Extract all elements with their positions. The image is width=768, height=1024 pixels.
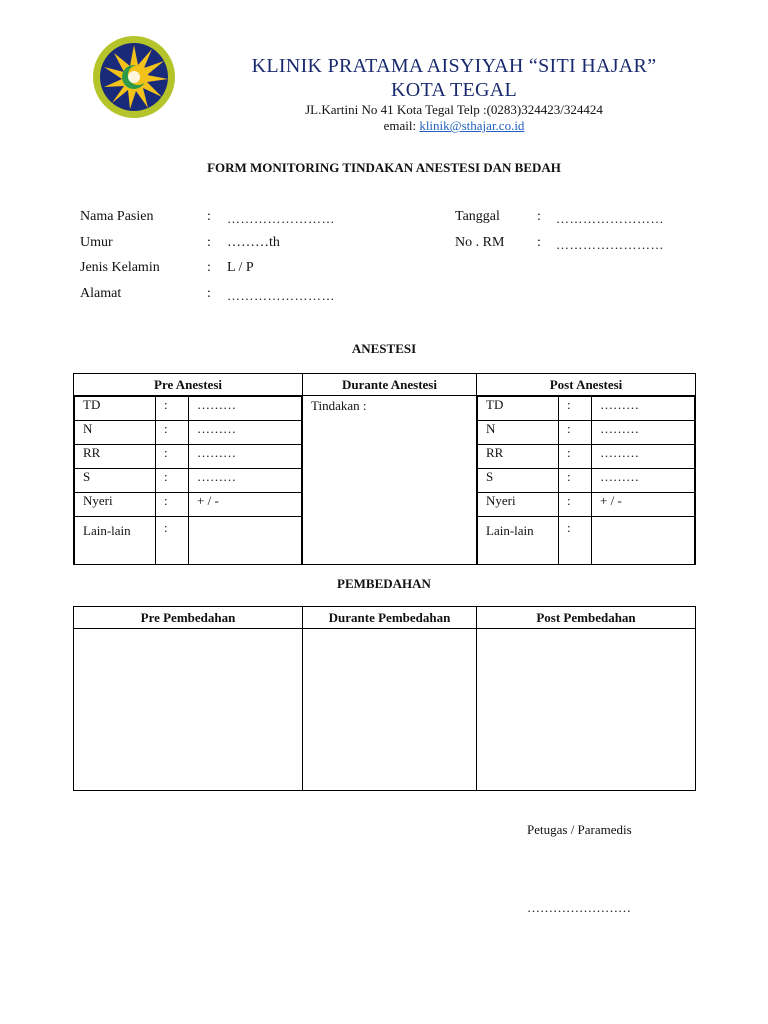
vital-value: ……… <box>189 445 302 469</box>
colon: : <box>207 235 211 250</box>
clinic-address: JL.Kartini No 41 Kota Tegal Telp :(0283)324423/324424 <box>305 102 603 117</box>
colon: : <box>207 286 211 301</box>
signature-line: …………………… <box>527 900 631 915</box>
colon: : <box>156 493 189 517</box>
vital-value: ……… <box>592 421 695 445</box>
vital-value: ……… <box>592 469 695 493</box>
email-link[interactable]: klinik@sthajar.co.id <box>419 118 525 133</box>
post-pembedahan-header: Post Pembedahan <box>477 607 696 629</box>
durante-anestesi-cell <box>303 396 477 565</box>
no-rm-label: No . RM <box>455 235 505 250</box>
vital-label: Nyeri <box>75 493 156 517</box>
jenis-kelamin-label: Jenis Kelamin <box>80 260 160 275</box>
colon: : <box>559 517 592 565</box>
email-label: email: <box>383 118 420 133</box>
colon: : <box>207 260 211 275</box>
vital-label: TD <box>75 397 156 421</box>
vital-value: ……… <box>189 397 302 421</box>
post-pembedahan-cell[interactable] <box>477 629 696 791</box>
vital-label: Nyeri <box>478 493 559 517</box>
no-rm-value: …………………… <box>556 237 664 252</box>
colon: : <box>559 445 592 469</box>
colon: : <box>537 235 541 250</box>
pre-anestesi-header: Pre Anestesi <box>74 374 303 396</box>
vital-label: TD <box>478 397 559 421</box>
vital-label: N <box>478 421 559 445</box>
post-vitals <box>477 396 695 564</box>
colon: : <box>537 209 541 224</box>
nama-label: Nama Pasien <box>80 209 154 224</box>
colon: : <box>559 421 592 445</box>
colon: : <box>156 421 189 445</box>
tindakan-label: Tindakan : <box>311 398 367 413</box>
anestesi-table <box>73 373 696 565</box>
signature-label: Petugas / Paramedis <box>527 822 632 837</box>
nama-value: …………………… <box>227 211 335 226</box>
alamat-label: Alamat <box>80 286 122 301</box>
durante-pembedahan-cell[interactable] <box>303 629 477 791</box>
vital-label: RR <box>75 445 156 469</box>
vital-value: ……… <box>592 445 695 469</box>
colon: : <box>156 469 189 493</box>
colon: : <box>207 209 211 224</box>
vital-value <box>592 517 695 565</box>
clinic-name: KLINIK PRATAMA AISYIYAH “SITI HAJAR” <box>251 55 657 77</box>
form-title: FORM MONITORING TINDAKAN ANESTESI DAN BEDAH <box>207 160 561 175</box>
pre-vitals <box>74 396 302 564</box>
vital-value <box>189 517 302 565</box>
colon: : <box>559 397 592 421</box>
tanggal-value: …………………… <box>556 211 664 226</box>
umur-value: ………th <box>227 235 280 250</box>
vital-label: Lain-lain <box>478 517 559 565</box>
vital-label: RR <box>478 445 559 469</box>
vital-value: ……… <box>592 397 695 421</box>
colon: : <box>156 517 189 565</box>
vital-value: + / - <box>189 493 302 517</box>
jenis-kelamin-value: L / P <box>227 260 254 275</box>
clinic-logo-icon <box>92 35 176 119</box>
clinic-city: KOTA TEGAL <box>390 79 518 101</box>
vital-label: N <box>75 421 156 445</box>
vital-label: S <box>75 469 156 493</box>
pembedahan-section-title: PEMBEDAHAN <box>337 576 431 591</box>
colon: : <box>156 445 189 469</box>
colon: : <box>559 469 592 493</box>
post-anestesi-header: Post Anestesi <box>477 374 696 396</box>
colon: : <box>559 493 592 517</box>
umur-label: Umur <box>80 235 113 250</box>
alamat-value: …………………… <box>227 288 335 303</box>
colon: : <box>156 397 189 421</box>
pre-pembedahan-header: Pre Pembedahan <box>74 607 303 629</box>
clinic-email-line <box>190 118 718 134</box>
vital-value: ……… <box>189 469 302 493</box>
post-anestesi-cell <box>477 396 696 565</box>
vital-value: + / - <box>592 493 695 517</box>
tanggal-label: Tanggal <box>455 209 500 224</box>
vital-label: S <box>478 469 559 493</box>
anestesi-section-title: ANESTESI <box>351 341 417 356</box>
vital-label: Lain-lain <box>75 517 156 565</box>
durante-anestesi-header: Durante Anestesi <box>303 374 477 396</box>
pre-pembedahan-cell[interactable] <box>74 629 303 791</box>
pre-anestesi-cell <box>74 396 303 565</box>
durante-pembedahan-header: Durante Pembedahan <box>303 607 477 629</box>
pembedahan-table <box>73 606 696 791</box>
vital-value: ……… <box>189 421 302 445</box>
